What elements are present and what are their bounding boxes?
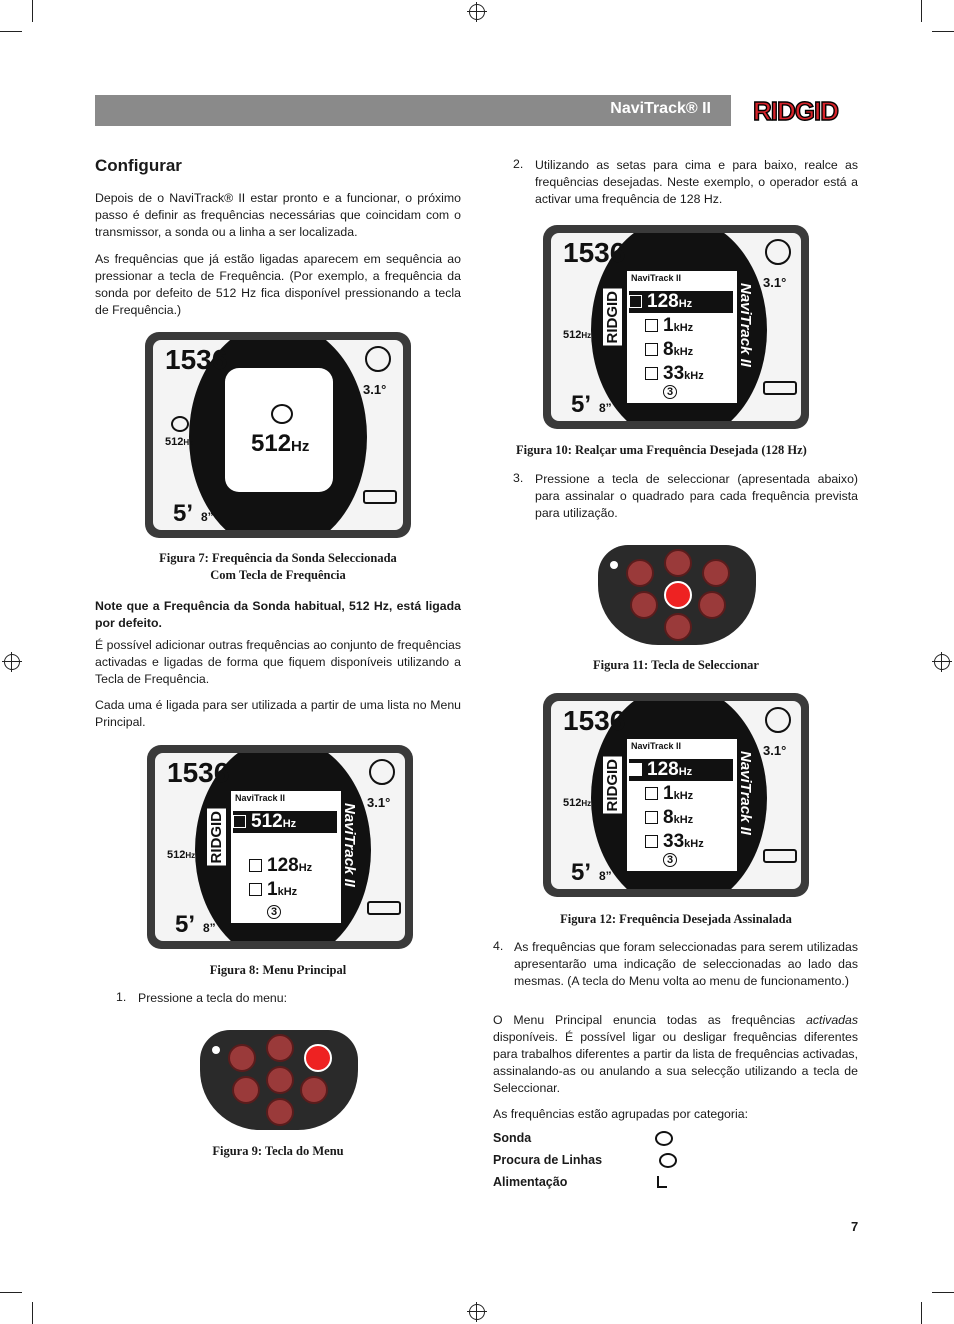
menu-row[interactable]: 128Hz (629, 291, 733, 313)
vertical-brand: RIDGID (604, 759, 621, 812)
distance-feet: 5’ (571, 859, 592, 886)
tilt-reading: 3.1° (763, 275, 787, 290)
side-frequency: 512Hz (165, 436, 194, 448)
main-menu (229, 789, 343, 925)
figure-caption: Com Tecla de Frequência (210, 568, 346, 582)
crop-mark (921, 1302, 922, 1324)
figure-caption: Figura 10: Realçar uma Frequência Desejada (128 Hz) (516, 443, 807, 457)
menu-row[interactable]: 33kHz (645, 363, 704, 385)
svg-text:RIDGID: RIDGID (753, 96, 838, 126)
crop-mark (0, 1292, 22, 1293)
menu-row[interactable]: 128Hz (249, 855, 312, 877)
category-line-trace: Procura de Linhas (493, 1153, 603, 1167)
figure-caption: Figura 12: Frequência Desejada Assinalada (560, 912, 792, 926)
vertical-model: NaviTrack II (341, 803, 358, 887)
step-number: 3. (513, 471, 524, 485)
menu-row[interactable]: 33kHz (645, 831, 704, 853)
depth-reading: 1536 (563, 705, 626, 736)
page-number: 7 (851, 1219, 859, 1234)
menu-row[interactable]: 1kHz (645, 783, 693, 805)
crop-mark (0, 31, 22, 32)
power-key-icon[interactable] (300, 1076, 328, 1104)
menu-key-icon[interactable] (702, 559, 730, 587)
step-text: Utilizando as setas para cima e para baixo, realce as frequências desejadas. Neste exemplo, o operador está a activar uma frequência de 128 Hz. (535, 158, 858, 206)
ridgid-logo (751, 96, 858, 126)
figure-caption: Figura 8: Menu Principal (209, 963, 347, 977)
registration-mark-icon (469, 4, 485, 20)
help-number: 3 (663, 853, 677, 867)
figure-12-screen (543, 693, 809, 897)
depth-reading: 1536 (563, 237, 626, 268)
side-frequency: 512Hz (167, 849, 196, 861)
up-arrow-key-icon[interactable] (664, 549, 692, 577)
step-number: 1. (116, 990, 127, 1004)
battery-icon (763, 849, 797, 863)
help-number: 3 (663, 385, 677, 399)
step-number: 4. (493, 939, 504, 953)
select-key-icon[interactable] (266, 1066, 294, 1094)
category-power: Alimentação (493, 1175, 568, 1189)
distance-feet: 5’ (175, 911, 196, 938)
line-trace-icon (659, 1153, 677, 1168)
sonde-icon (271, 404, 293, 424)
level-icon (365, 346, 391, 372)
step-text: Pressione a tecla do menu: (138, 991, 288, 1005)
figure-caption: Figura 7: Frequência da Sonda Seleccionada (159, 551, 397, 565)
vertical-brand: RIDGID (208, 811, 225, 864)
step-number: 2. (513, 157, 524, 171)
registration-mark-icon (934, 654, 950, 670)
tilt-reading: 3.1° (367, 795, 391, 810)
level-icon (765, 707, 791, 733)
sonde-icon (655, 1131, 673, 1146)
paragraph: Depois de o NaviTrack® II estar pronto e a funcionar, o próximo passo é definir as frequências necessárias que coincidam com o transmissor, a sonda ou a linha a ser localizada. (95, 191, 461, 239)
menu-title: NaviTrack II (631, 273, 682, 283)
battery-icon (367, 901, 401, 915)
side-frequency: 512Hz (563, 329, 592, 341)
distance-feet: 5’ (173, 500, 194, 527)
down-arrow-key-icon[interactable] (266, 1098, 294, 1126)
header-title: NaviTrack® II (610, 100, 711, 117)
side-frequency: 512Hz (563, 797, 592, 809)
note-paragraph: Note que a Frequência da Sonda habitual, 512 Hz, está ligada por defeito. (95, 599, 461, 630)
vertical-brand: RIDGID (604, 291, 621, 344)
tilt-reading: 3.1° (763, 743, 787, 758)
main-menu (625, 269, 739, 405)
battery-icon (363, 490, 397, 504)
menu-title: NaviTrack II (631, 741, 682, 751)
vertical-model: NaviTrack II (737, 283, 754, 367)
menu-row[interactable]: 8kHz (645, 807, 693, 829)
up-arrow-key-icon[interactable] (266, 1034, 294, 1062)
figure-caption: Figura 9: Tecla do Menu (212, 1144, 344, 1158)
registration-mark-icon (4, 654, 20, 670)
menu-row[interactable]: 1kHz (249, 879, 297, 901)
sonde-icon (171, 416, 189, 432)
power-key-icon[interactable] (698, 591, 726, 619)
crop-mark (921, 0, 922, 22)
distance-inches: 8” (201, 510, 214, 524)
menu-row[interactable]: 1kHz (645, 315, 693, 337)
figure-7-screen (145, 332, 411, 538)
power-plug-icon (657, 1176, 667, 1188)
category-sonda: Sonda (493, 1131, 532, 1145)
depth-reading: 1536 (167, 757, 230, 788)
vertical-model: NaviTrack II (737, 751, 754, 835)
registration-mark-icon (469, 1304, 485, 1320)
frequency-key-icon[interactable] (232, 1076, 260, 1104)
battery-icon (763, 381, 797, 395)
menu-row[interactable]: 128Hz (629, 759, 733, 781)
figure-8-screen (147, 745, 413, 949)
menu-key-icon[interactable] (304, 1044, 332, 1072)
volume-key-icon[interactable] (626, 559, 654, 587)
depth-reading: 1536 (165, 344, 228, 375)
crop-mark (932, 31, 954, 32)
step-text: As frequências que foram seleccionadas para serem utilizadas apresentarão uma indicação de seleccionadas ao lado das mesmas. (A tecla do Menu volta ao menu de funcionamento.) (514, 940, 858, 988)
help-number: 3 (267, 905, 281, 919)
menu-title: NaviTrack II (235, 793, 286, 803)
paragraph: Cada uma é ligada para ser utilizada a partir de uma lista no Menu Principal. (95, 698, 461, 729)
keypad-select (598, 545, 756, 645)
paragraph: As frequências estão agrupadas por categoria: (493, 1107, 748, 1121)
figure-caption: Figura 11: Tecla de Seleccionar (593, 658, 759, 672)
menu-row[interactable]: 8kHz (645, 339, 693, 361)
paragraph: O Menu Principal enuncia todas as frequências activadas disponíveis. É possível ligar ou desligar frequências diferentes para trabalhos diferentes a partir da lista de frequências activadas, assinalando-as ou anulando a sua selecção utilizando a tecla de Seleccionar. (493, 1013, 858, 1095)
distance-inches: 8” (599, 869, 612, 883)
crop-mark (32, 1302, 33, 1324)
level-icon (765, 239, 791, 265)
level-icon (369, 759, 395, 785)
led-icon (212, 1046, 220, 1054)
distance-inches: 8” (599, 401, 612, 415)
frequency-key-icon[interactable] (630, 591, 658, 619)
distance-inches: 8” (203, 921, 216, 935)
down-arrow-key-icon[interactable] (664, 613, 692, 641)
distance-feet: 5’ (571, 391, 592, 418)
header-bar (95, 95, 731, 126)
volume-key-icon[interactable] (228, 1044, 256, 1072)
step-text: Pressione a tecla de seleccionar (apresentada abaixo) para assinalar o quadrado para cada frequência prevista para utilização. (535, 472, 858, 520)
main-menu (625, 737, 739, 873)
keypad-menu (200, 1030, 358, 1130)
crop-mark (932, 1292, 954, 1293)
menu-row[interactable]: 512Hz (233, 811, 337, 833)
paragraph: É possível adicionar outras frequências ao conjunto de frequências activadas e ligadas de forma que fiquem disponíveis utilizando a Tecla de Frequência. (95, 638, 461, 686)
figure-10-screen (543, 225, 809, 429)
crop-mark (32, 0, 33, 22)
select-key-icon[interactable] (664, 581, 692, 609)
tilt-reading: 3.1° (363, 382, 387, 397)
paragraph: As frequências que já estão ligadas aparecem em sequência ao pressionar a tecla de Frequência. (Por exemplo, a frequência da sonda por defeito de 512 Hz fica disponível pressionando a tecla de Frequência.) (95, 252, 461, 317)
section-title: Configurar (95, 156, 182, 175)
frequency-value: 512Hz (251, 430, 310, 457)
led-icon (610, 561, 618, 569)
